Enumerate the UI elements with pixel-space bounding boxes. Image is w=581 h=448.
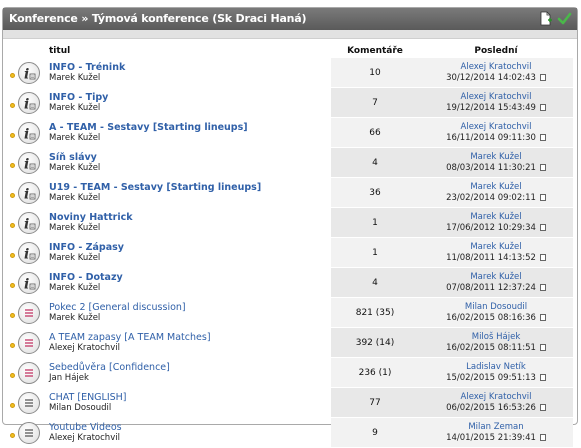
last-post-date: 15/02/2015 09:51:13: [446, 372, 536, 383]
topic-title-link[interactable]: INFO - Tipy: [49, 91, 109, 103]
comments-count: 9: [331, 418, 419, 448]
jump-to-post-icon[interactable]: [540, 194, 546, 201]
topic-title-cell: [46, 388, 331, 418]
svg-text:i: i: [24, 66, 30, 82]
last-post-user[interactable]: Marek Kužel: [470, 211, 522, 222]
last-post-cell: [419, 418, 573, 448]
last-post-cell: [419, 148, 573, 178]
checkmark-icon[interactable]: [557, 11, 572, 26]
comments-count: 36: [331, 178, 419, 208]
column-header-comments[interactable]: Komentáře: [347, 46, 403, 56]
unread-dot-icon: [10, 163, 15, 168]
last-post-user[interactable]: Miloš Hájek: [471, 331, 521, 342]
topic-title-cell: [46, 358, 331, 388]
last-post-date: 16/11/2014 09:11:30: [446, 132, 536, 143]
topic-title-link[interactable]: Noviny Hattrick: [49, 211, 133, 223]
table-row[interactable]: [8, 58, 573, 88]
jump-to-post-icon[interactable]: [540, 74, 546, 81]
topic-icon-cell: [16, 58, 46, 88]
table-row[interactable]: [8, 238, 573, 268]
jump-to-post-icon[interactable]: [540, 224, 546, 231]
breadcrumb-root[interactable]: Konference: [9, 12, 78, 25]
last-post-date: 08/03/2014 11:30:21: [446, 162, 536, 173]
column-header-last[interactable]: Poslední: [474, 46, 518, 56]
topic-icon-cell: [16, 148, 46, 178]
info-icon: [18, 122, 40, 144]
topic-title-link[interactable]: INFO - Dotazy: [49, 271, 123, 283]
topic-author[interactable]: Marek Kužel: [49, 102, 101, 113]
last-post-cell: [419, 118, 573, 148]
last-post-cell: [419, 178, 573, 208]
unread-dot-icon: [10, 283, 15, 288]
last-post-date: 23/02/2014 09:02:11: [446, 192, 536, 203]
comments-count: 10: [331, 58, 419, 88]
last-post-user[interactable]: Milan Dosoudil: [464, 301, 528, 312]
forum-hot-icon: [18, 302, 40, 324]
last-post-date: 14/01/2015 21:39:41: [446, 432, 536, 443]
last-post-cell: [419, 238, 573, 268]
last-post-user[interactable]: Marek Kužel: [470, 241, 522, 252]
unread-dot-cell: [8, 118, 16, 148]
topic-author[interactable]: Alexej Kratochvil: [49, 342, 120, 353]
info-icon: [18, 62, 40, 84]
table-row[interactable]: [8, 298, 573, 328]
unread-dot-cell: [8, 178, 16, 208]
last-post-cell: [419, 388, 573, 418]
jump-to-post-icon[interactable]: [540, 434, 546, 441]
last-post-user[interactable]: Alexej Kratochvil: [460, 391, 532, 402]
topic-icon-cell: [16, 268, 46, 298]
topic-icon-cell: [16, 358, 46, 388]
topic-icon-cell: [16, 178, 46, 208]
jump-to-post-icon[interactable]: [540, 344, 546, 351]
svg-text:i: i: [24, 156, 30, 172]
last-post-date: 19/12/2014 15:43:49: [446, 102, 536, 113]
comments-count: 821 (35): [331, 298, 419, 328]
topic-title-cell: [46, 148, 331, 178]
new-document-icon[interactable]: [538, 11, 553, 26]
unread-dot-icon: [10, 313, 15, 318]
topic-author[interactable]: Jan Hájek: [49, 372, 89, 383]
topics-list: [8, 58, 573, 448]
unread-dot-cell: [8, 148, 16, 178]
subheader-strip: [3, 30, 577, 39]
topics-table: [8, 39, 573, 448]
topic-icon-cell: [16, 208, 46, 238]
conference-panel: [2, 7, 578, 443]
topic-icon-cell: [16, 418, 46, 448]
topic-icon-cell: [16, 328, 46, 358]
topic-title-link[interactable]: Youtube Videos: [49, 421, 122, 433]
jump-to-post-icon[interactable]: [540, 104, 546, 111]
svg-text:i: i: [24, 126, 30, 142]
unread-dot-icon: [10, 73, 15, 78]
jump-to-post-icon[interactable]: [540, 374, 546, 381]
topic-author[interactable]: Milan Dosoudil: [49, 402, 112, 413]
breadcrumb-current[interactable]: Týmová konference (Sk Draci Haná): [91, 12, 307, 25]
info-icon: [18, 152, 40, 174]
comments-count: 4: [331, 148, 419, 178]
topic-title-cell: [46, 298, 331, 328]
unread-dot-cell: [8, 208, 16, 238]
topic-title-link[interactable]: INFO - Zápasy: [49, 241, 124, 253]
table-row[interactable]: [8, 358, 573, 388]
last-post-cell: [419, 268, 573, 298]
topic-icon-cell: [16, 118, 46, 148]
unread-dot-cell: [8, 418, 16, 448]
topic-icon-cell: [16, 388, 46, 418]
topic-title-link[interactable]: INFO - Trénink: [49, 61, 126, 73]
info-icon: [18, 242, 40, 264]
svg-text:i: i: [24, 246, 30, 262]
unread-dot-icon: [10, 373, 15, 378]
unread-dot-icon: [10, 343, 15, 348]
comments-count: 1: [331, 238, 419, 268]
svg-text:i: i: [24, 276, 30, 292]
unread-dot-icon: [10, 193, 15, 198]
unread-dot-icon: [10, 433, 15, 438]
last-post-user[interactable]: Ladislav Netík: [466, 361, 526, 372]
last-post-cell: [419, 58, 573, 88]
unread-dot-cell: [8, 88, 16, 118]
topic-title-cell: [46, 238, 331, 268]
forum-hot-icon: [18, 332, 40, 354]
table-row[interactable]: [8, 118, 573, 148]
last-post-date: 07/08/2011 12:37:24: [446, 282, 536, 293]
topic-title-cell: [46, 418, 331, 448]
topic-title-link[interactable]: A TEAM zapasy [A TEAM Matches]: [49, 331, 211, 343]
topic-icon-cell: [16, 88, 46, 118]
topic-title-link[interactable]: U19 - TEAM - Sestavy [Starting lineups]: [49, 181, 262, 193]
last-post-date: 16/02/2015 08:11:51: [446, 342, 536, 353]
topic-author[interactable]: Marek Kužel: [49, 312, 101, 323]
jump-to-post-icon[interactable]: [540, 254, 546, 261]
topic-title-link[interactable]: Síň slávy: [49, 151, 97, 163]
title-bar: [3, 8, 577, 30]
jump-to-post-icon[interactable]: [540, 314, 546, 321]
topic-title-cell: [46, 208, 331, 238]
unread-dot-cell: [8, 358, 16, 388]
jump-to-post-icon[interactable]: [540, 164, 546, 171]
topic-title-cell: [46, 328, 331, 358]
topic-title-cell: [46, 58, 331, 88]
unread-dot-icon: [10, 223, 15, 228]
topic-icon-cell: [16, 298, 46, 328]
topic-title-link[interactable]: CHAT [ENGLISH]: [49, 391, 127, 403]
table-row[interactable]: [8, 148, 573, 178]
jump-to-post-icon[interactable]: [540, 284, 546, 291]
topic-title-link[interactable]: Pokec 2 [General discussion]: [49, 301, 186, 313]
topic-title-link[interactable]: Sebedůvěra [Confidence]: [49, 361, 170, 373]
topic-title-cell: [46, 88, 331, 118]
last-post-user[interactable]: Marek Kužel: [470, 151, 522, 162]
topic-author[interactable]: Marek Kužel: [49, 192, 101, 203]
last-post-date: 30/12/2014 14:02:43: [446, 72, 536, 83]
info-icon: [18, 92, 40, 114]
forum-hot-icon: [18, 362, 40, 384]
table-row[interactable]: [8, 388, 573, 418]
last-post-cell: [419, 298, 573, 328]
last-post-user[interactable]: Marek Kužel: [470, 181, 522, 192]
last-post-user[interactable]: Alexej Kratochvil: [460, 61, 532, 72]
comments-count: 392 (14): [331, 328, 419, 358]
topic-icon-cell: [16, 238, 46, 268]
comments-count: 236 (1): [331, 358, 419, 388]
forum-icon: [18, 422, 40, 444]
unread-dot-cell: [8, 328, 16, 358]
topic-author[interactable]: Alexej Kratochvil: [49, 432, 120, 443]
info-icon: [18, 212, 40, 234]
unread-dot-cell: [8, 268, 16, 298]
unread-dot-cell: [8, 298, 16, 328]
comments-count: 66: [331, 118, 419, 148]
table-row[interactable]: [8, 268, 573, 298]
info-icon: [18, 182, 40, 204]
svg-text:i: i: [24, 96, 30, 112]
jump-to-post-icon[interactable]: [540, 404, 546, 411]
svg-text:i: i: [24, 216, 30, 232]
last-post-cell: [419, 88, 573, 118]
table-row[interactable]: [8, 88, 573, 118]
unread-dot-cell: [8, 388, 16, 418]
topic-author[interactable]: Marek Kužel: [49, 252, 101, 263]
topic-title-cell: [46, 118, 331, 148]
table-row[interactable]: [8, 208, 573, 238]
last-post-date: 17/06/2012 10:29:34: [446, 222, 536, 233]
topic-author[interactable]: Marek Kužel: [49, 282, 101, 293]
last-post-date: 06/02/2015 16:53:26: [446, 402, 536, 413]
topic-author[interactable]: Marek Kužel: [49, 222, 101, 233]
unread-dot-cell: [8, 238, 16, 268]
column-header-title[interactable]: titul: [49, 46, 71, 56]
breadcrumb-separator: »: [81, 12, 89, 25]
svg-text:i: i: [24, 186, 30, 202]
last-post-user[interactable]: Alexej Kratochvil: [460, 91, 532, 102]
last-post-cell: [419, 358, 573, 388]
comments-count: 7: [331, 88, 419, 118]
table-header-row: [8, 39, 573, 58]
last-post-date: 11/08/2011 14:13:52: [446, 252, 536, 263]
topic-author[interactable]: Marek Kužel: [49, 162, 101, 173]
last-post-cell: [419, 328, 573, 358]
unread-dot-icon: [10, 403, 15, 408]
unread-dot-icon: [10, 133, 15, 138]
topic-author[interactable]: Marek Kužel: [49, 72, 101, 83]
table-row[interactable]: [8, 178, 573, 208]
last-post-date: 16/02/2015 08:16:36: [446, 312, 536, 323]
topic-author[interactable]: Marek Kužel: [49, 132, 101, 143]
comments-count: 4: [331, 268, 419, 298]
unread-dot-icon: [10, 253, 15, 258]
jump-to-post-icon[interactable]: [540, 134, 546, 141]
last-post-cell: [419, 208, 573, 238]
info-icon: [18, 272, 40, 294]
topic-title-cell: [46, 178, 331, 208]
last-post-user[interactable]: Alexej Kratochvil: [460, 121, 532, 132]
table-row[interactable]: [8, 418, 573, 448]
forum-icon: [18, 392, 40, 414]
last-post-user[interactable]: Milan Zeman: [468, 421, 524, 432]
table-row[interactable]: [8, 328, 573, 358]
comments-count: 1: [331, 208, 419, 238]
last-post-user[interactable]: Marek Kužel: [470, 271, 522, 282]
topic-title-link[interactable]: A - TEAM - Sestavy [Starting lineups]: [49, 121, 248, 133]
topic-title-cell: [46, 268, 331, 298]
comments-count: 77: [331, 388, 419, 418]
unread-dot-icon: [10, 103, 15, 108]
unread-dot-cell: [8, 58, 16, 88]
